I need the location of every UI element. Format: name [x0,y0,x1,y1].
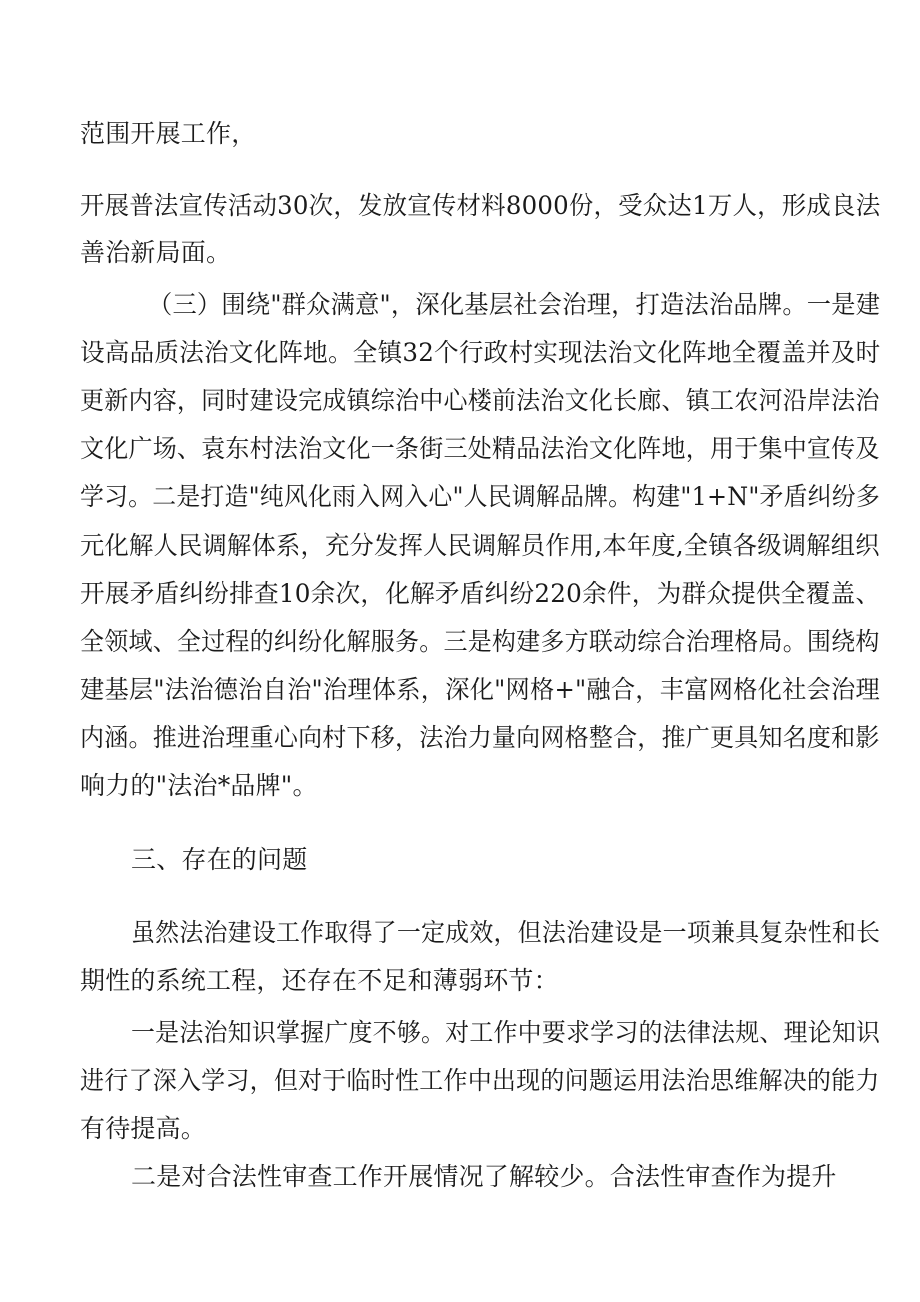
text-line: 虽然法治建设工作取得了一定成效，但法治建设是一项兼具复杂性和长 [131,918,881,947]
text-line: 善治新局面。 [80,238,232,267]
text-line: 内涵。推进治理重心向村下移，法治力量向网格整合，推广更具知名度和影 [80,723,880,752]
text-line: 期性的系统工程，还存在不足和薄弱环节： [80,966,559,995]
text-line: 设高品质法治文化阵地。全镇32个行政村实现法治文化阵地全覆盖并及时 [80,338,881,367]
text-line: 一是法治知识掌握广度不够。对工作中要求学习的法律法规、理论知识 [131,1018,881,1047]
section-heading-problems: 三、存在的问题 [131,845,308,874]
text-line: 有待提高。 [80,1114,207,1143]
text-line: 元化解人民调解体系，充分发挥人民调解员作用,本年度,全镇各级调解组织 [80,531,880,560]
text-line: 全领域、全过程的纠纷化解服务。三是构建多方联动综合治理格局。围绕构 [80,627,880,656]
text-line: 响力的"法治*品牌"。 [80,771,318,800]
text-line: 学习。二是打造"纯风化雨入网入心"人民调解品牌。构建"1+N"矛盾纠纷多 [80,482,880,511]
text-line: 开展矛盾纠纷排查10余次，化解矛盾纠纷220余件，为群众提供全覆盖、 [80,579,881,608]
text-line: 二是对合法性审查工作开展情况了解较少。合法性审查作为提升 [131,1162,837,1191]
text-line: 更新内容，同时建设完成镇综治中心楼前法治文化长廊、镇工农河沿岸法治 [80,386,880,415]
text-line: 进行了深入学习，但对于临时性工作中出现的问题运用法治思维解决的能力 [80,1066,880,1095]
text-line: 范围开展工作， [80,119,257,148]
text-line: 建基层"法治德治自治"治理体系，深化"网格+"融合，丰富网格化社会治理 [80,675,880,704]
text-line: 文化广场、袁东村法治文化一条街三处精品法治文化阵地，用于集中宣传及 [80,434,880,463]
text-line: 开展普法宣传活动30次，发放宣传材料8000份，受众达1万人，形成良法 [80,191,881,220]
section-heading-three: （三）围绕"群众满意"，深化基层社会治理，打造法治品牌。一是建 [148,290,881,319]
